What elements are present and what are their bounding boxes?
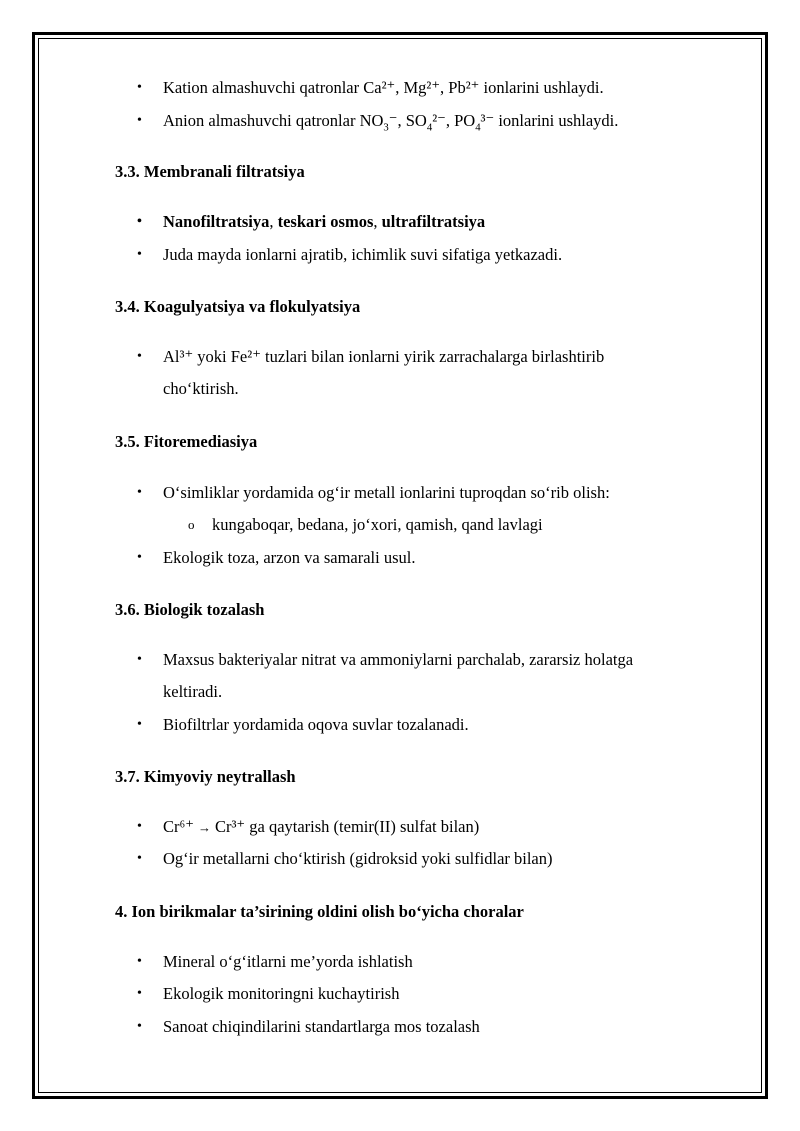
list-item: • Cr⁶⁺ → Cr³⁺ ga qaytarish (temir(II) sulfat bilan) (163, 811, 723, 844)
section-heading-3-7: 3.7. Kimyoviy neytrallash (115, 767, 296, 786)
list-item: • Mineral o‘g‘itlarni me’yorda ishlatish (163, 946, 723, 978)
list-item: • Ekologik toza, arzon va samarali usul. (163, 542, 723, 574)
list-item: • Ekologik monitoringni kuchaytirish (163, 978, 723, 1010)
section-heading-3-5: 3.5. Fitoremediasiya (115, 432, 258, 451)
section-heading-3-3: 3.3. Membranali filtratsiya (115, 162, 305, 181)
list-item: • O‘simliklar yordamida og‘ir metall ionlarini tuproqdan so‘rib olish: (163, 477, 723, 509)
section-heading-3-6: 3.6. Biologik tozalash (115, 600, 265, 619)
list-item: • Maxsus bakteriyalar nitrat va ammoniylarni parchalab, zararsiz holatga keltiradi. (163, 644, 723, 708)
list-item: • Kation almashuvchi qatronlar Ca²⁺, Mg²⁺, Pb²⁺ ionlarini ushlaydi. (163, 72, 723, 104)
sub-list-item: o kungaboqar, bedana, jo‘xori, qamish, qand lavlagi (212, 509, 543, 541)
list-item: • Al³⁺ yoki Fe²⁺ tuzlari bilan ionlarni yirik zarrachalarga birlashtirib cho‘ktirish. (163, 341, 723, 405)
list-item: • Nanofiltratsiya, teskari osmos, ultrafiltratsiya (163, 206, 723, 238)
list-item: • Anion almashuvchi qatronlar $NO_3^-$, $SO_4^{2-}$, $PO_4^{3-}$ ionlarini ushlaydi. (163, 105, 723, 137)
section-heading-3-4: 3.4. Koagulyatsiya va flokulyatsiya (115, 297, 361, 316)
list-item: • Biofiltrlar yordamida oqova suvlar tozalanadi. (163, 709, 723, 741)
list-item: • Juda mayda ionlarni ajratib, ichimlik suvi sifatiga yetkazadi. (163, 239, 723, 271)
list-item: • Sanoat chiqindilarini standartlarga mos tozalash (163, 1011, 723, 1043)
arrow-icon: → (197, 820, 211, 835)
section-heading-4: 4. Ion birikmalar ta’sirining oldini olish bo‘yicha choralar (115, 902, 524, 921)
list-item: • Og‘ir metallarni cho‘ktirish (gidroksid yoki sulfidlar bilan) (163, 843, 723, 875)
